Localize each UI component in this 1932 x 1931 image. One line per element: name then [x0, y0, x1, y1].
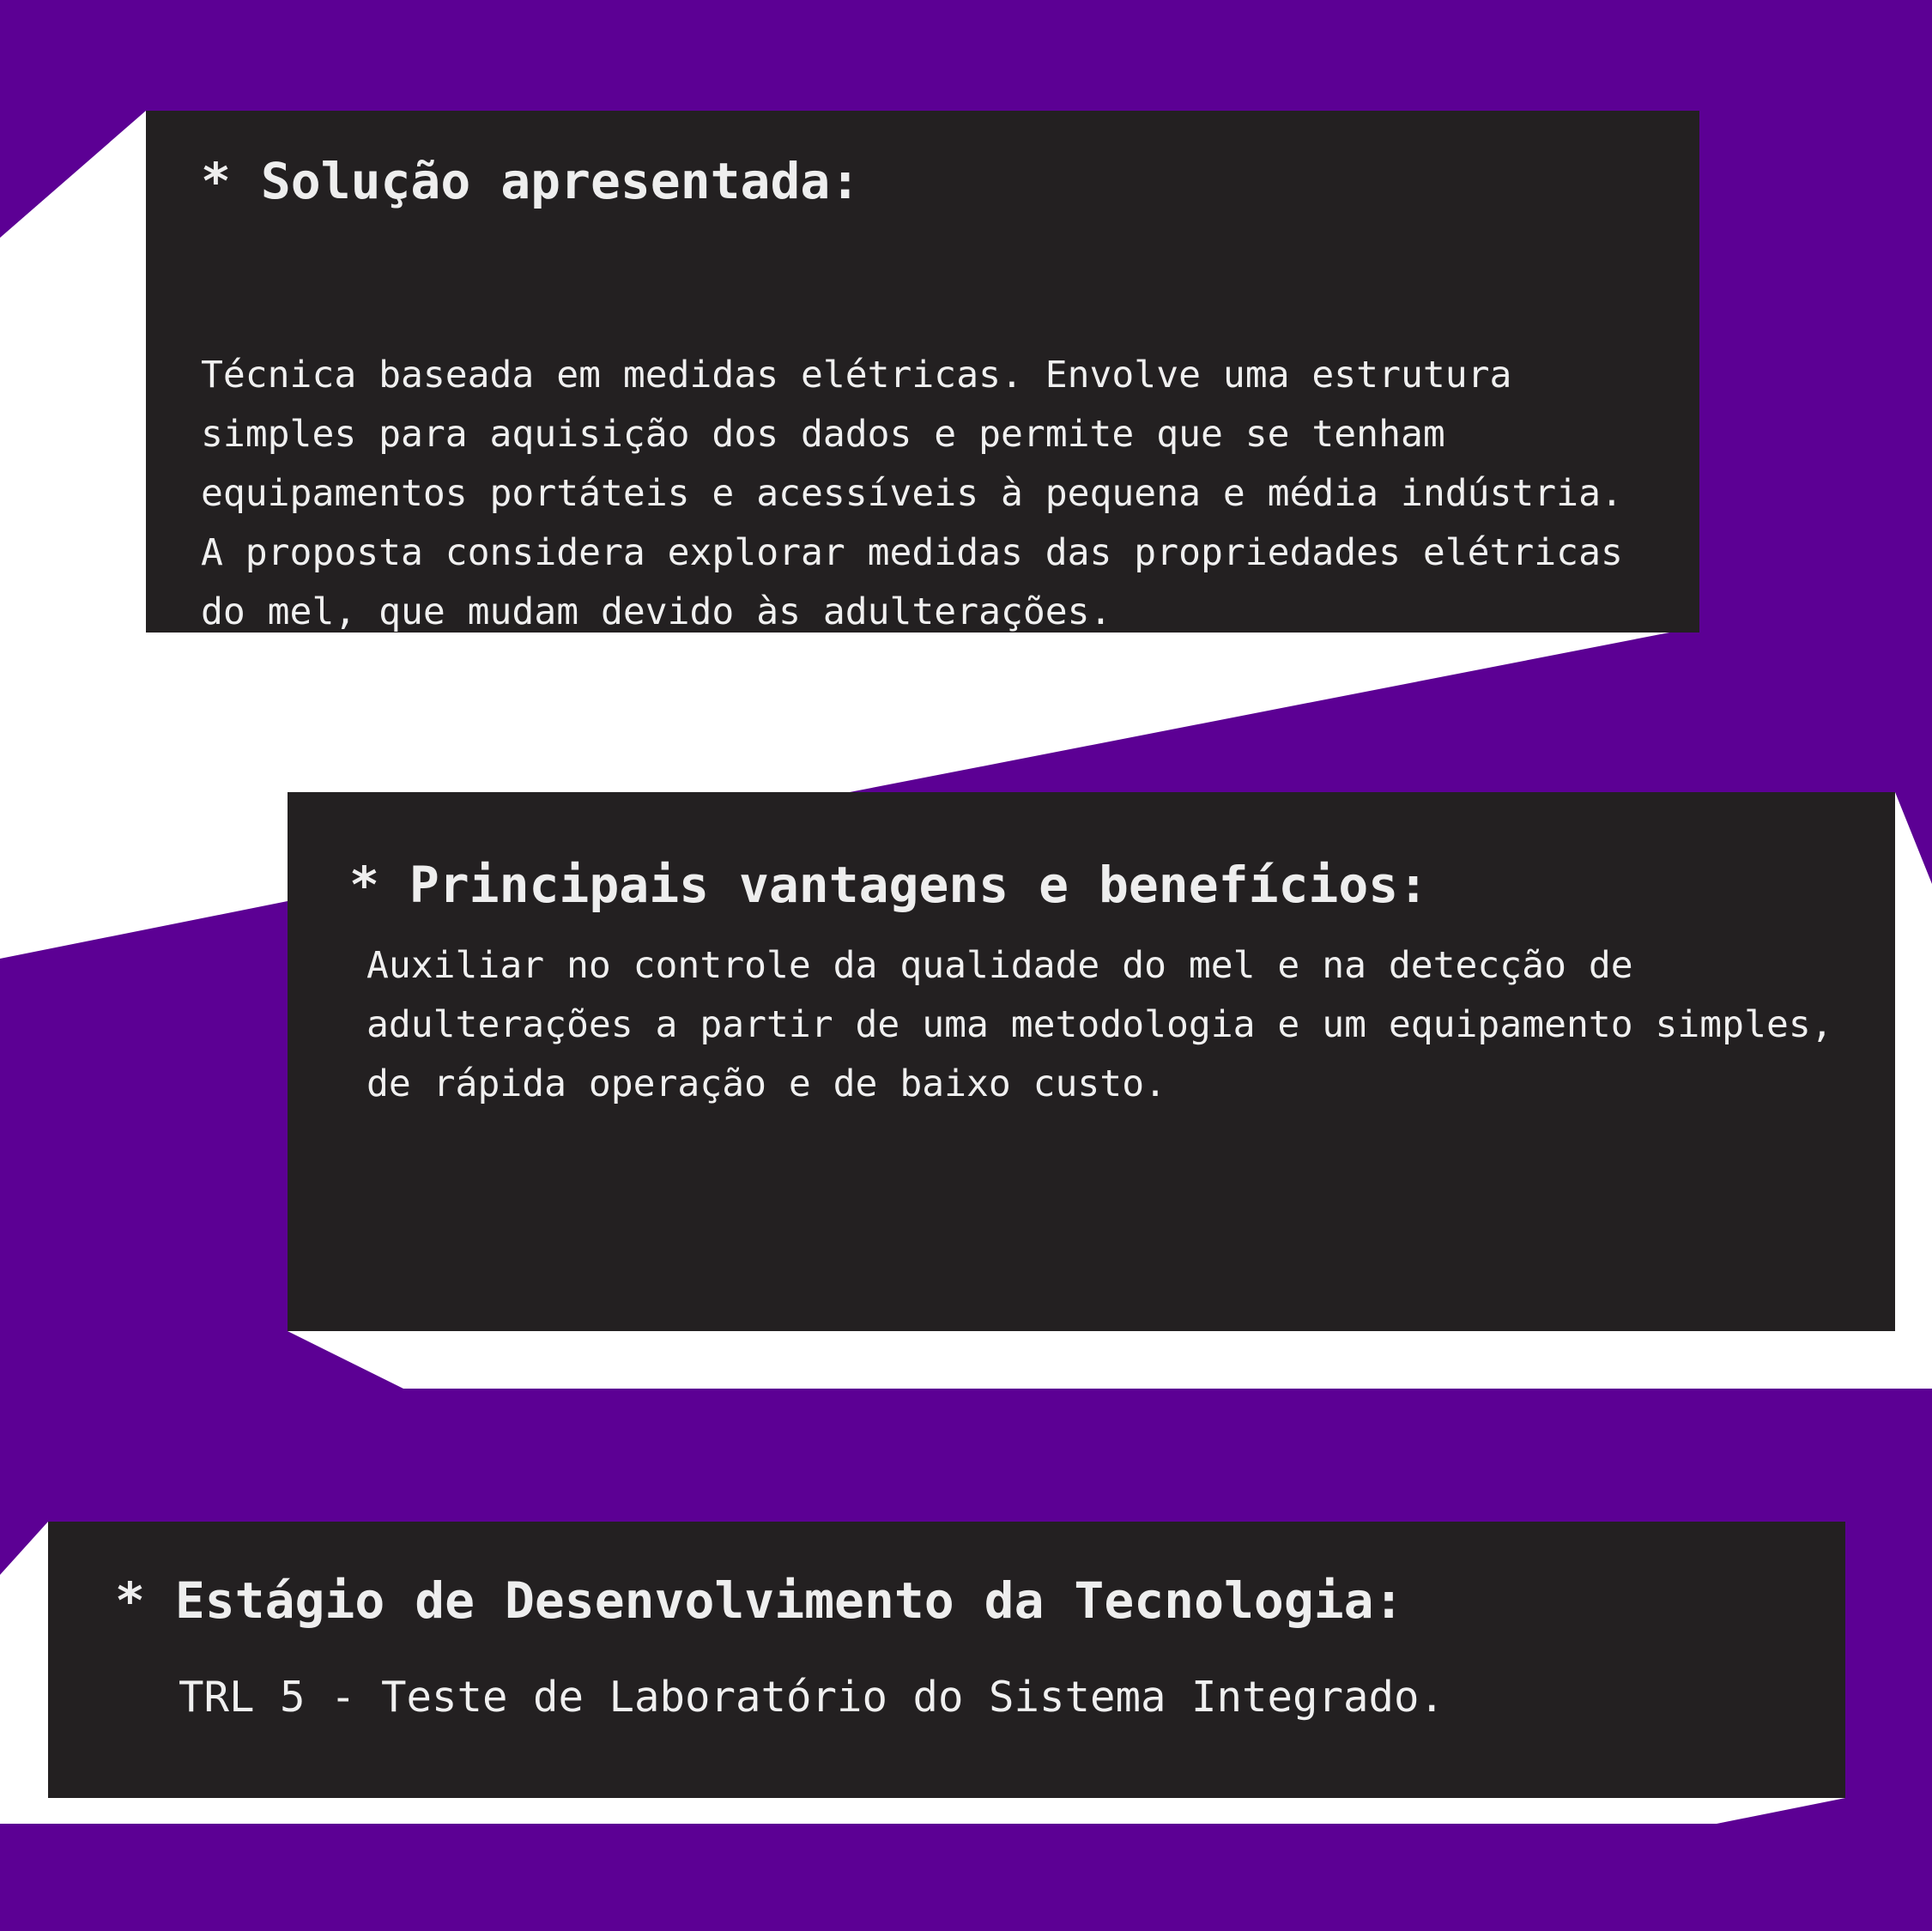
- benefits-title: * Principais vantagens e benefícios:: [349, 856, 1429, 914]
- benefits-text: Auxiliar no controle da qualidade do mel e na detecção de adulterações a partir de uma metodologia e um equipamento simples, de rápida operação e de baixo custo.: [366, 944, 1833, 1105]
- solution-card: [146, 111, 1699, 633]
- development-stage-title: * Estágio de Desenvolvimento da Tecnologia:: [115, 1571, 1404, 1630]
- development-stage-card: [48, 1522, 1845, 1798]
- solution-text: Técnica baseada em medidas elétricas. Envolve uma estrutura simples para aquisição dos dados e permite que se tenham equipamentos portáteis e acessíveis à pequena e média indústria. A proposta considera explorar medidas das propriedades elétricas do mel, que mudam devido às adulterações.: [201, 354, 1623, 633]
- solution-title: * Solução apresentada:: [201, 152, 861, 210]
- development-stage-text: TRL 5 - Teste de Laboratório do Sistema Integrado.: [179, 1673, 1445, 1722]
- benefits-card: [288, 792, 1895, 1331]
